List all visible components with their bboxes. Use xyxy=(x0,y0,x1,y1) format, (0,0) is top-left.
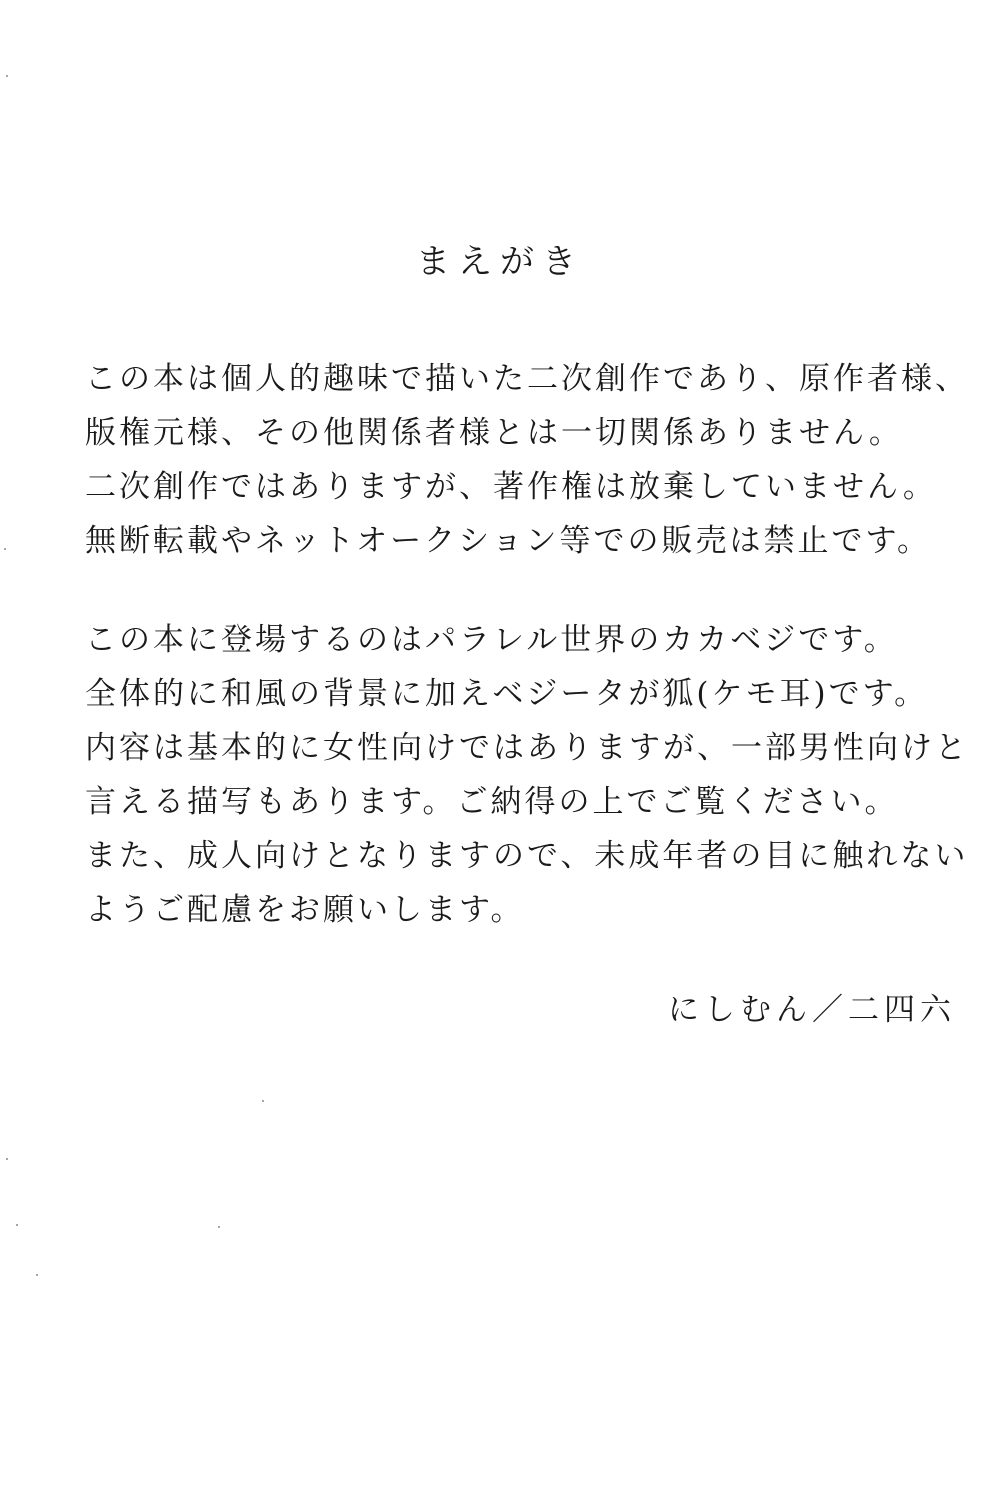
scan-speck xyxy=(262,1100,264,1102)
scan-speck xyxy=(16,1224,18,1226)
text-line: 内容は基本的に女性向けではありますが、一部男性向けと xyxy=(85,730,969,766)
text-line: また、成人向けとなりますので、未成年者の目に触れない xyxy=(85,838,969,874)
scan-speck xyxy=(6,1158,8,1160)
text-line: 版権元様、その他関係者様とは一切関係ありません。 xyxy=(85,415,903,451)
scan-speck xyxy=(36,1274,38,1276)
text-line: この本は個人的趣味で描いた二次創作であり、原作者様、 xyxy=(85,361,969,397)
scan-speck xyxy=(6,75,8,77)
text-line: 言える描写もあります。ご納得の上でご覧ください。 xyxy=(85,784,899,820)
author-signature: にしむん／二四六 xyxy=(668,992,956,1028)
scan-speck xyxy=(4,548,6,550)
disclaimer-paragraph xyxy=(85,352,969,568)
text-line: 二次創作ではありますが、著作権は放棄していません。 xyxy=(85,469,937,505)
text-line: この本に登場するのはパラレル世界のカカベジです。 xyxy=(85,622,898,658)
content-notice-paragraph xyxy=(85,613,969,937)
text-line: ようご配慮をお願いします。 xyxy=(85,892,525,928)
text-line: 無断転載やネットオークション等での販売は禁止です。 xyxy=(85,523,931,559)
scan-speck xyxy=(218,1226,220,1228)
page-title: まえがき xyxy=(416,242,584,282)
text-line: 全体的に和風の背景に加えベジータが狐(ケモ耳)です。 xyxy=(85,676,929,712)
